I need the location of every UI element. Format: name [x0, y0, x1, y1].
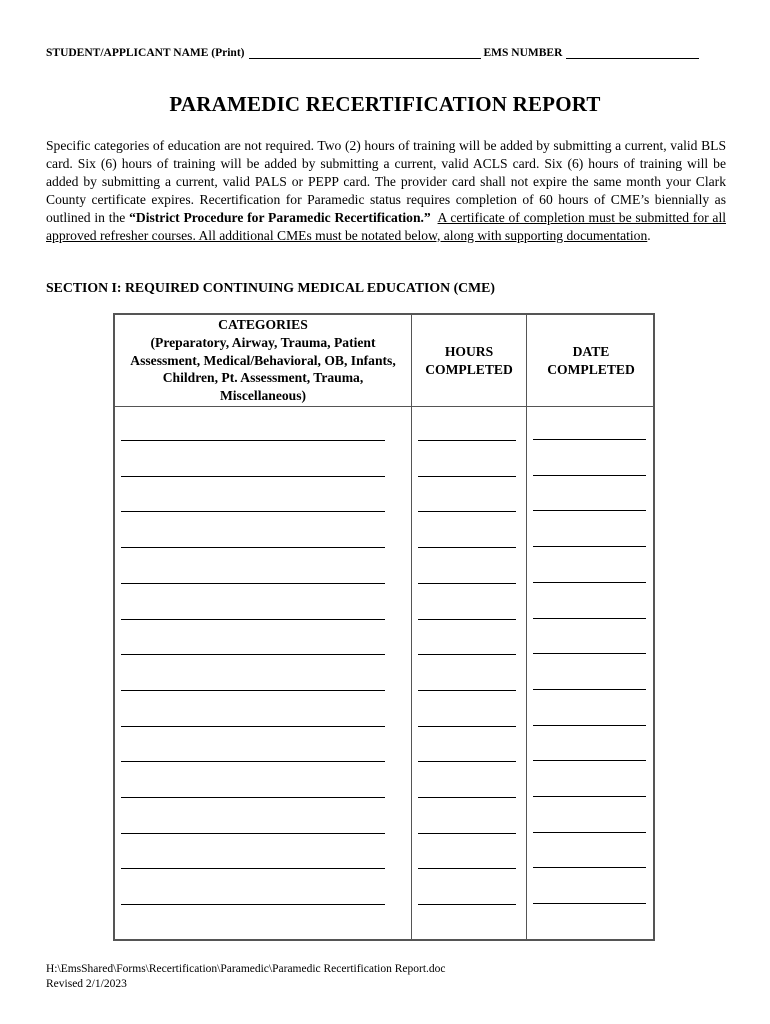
- hours-entry-line[interactable]: [418, 833, 516, 834]
- hours-entry-line[interactable]: [418, 654, 516, 655]
- document-path: H:\EmsShared\Forms\Recertification\Paramedic\Paramedic Recertification Report.doc: [46, 963, 446, 975]
- hours-entry-line[interactable]: [418, 583, 516, 584]
- date-entry-line[interactable]: [533, 439, 646, 440]
- hours-entry-line[interactable]: [418, 619, 516, 620]
- intro-paragraph: [46, 137, 726, 244]
- student-name-field[interactable]: [249, 46, 481, 59]
- hours-entry-line[interactable]: [418, 547, 516, 548]
- category-entry-line[interactable]: [121, 476, 385, 477]
- column-divider: [411, 315, 412, 939]
- categories-title: CATEGORIES: [218, 317, 308, 332]
- district-procedure-reference: “District Procedure for Paramedic Recertification.”: [129, 209, 431, 225]
- date-entry-line[interactable]: [533, 832, 646, 833]
- column-divider: [526, 315, 527, 939]
- date-entry-line[interactable]: [533, 618, 646, 619]
- date-entry-line[interactable]: [533, 689, 646, 690]
- intro-text: Specific categories of education are not required. Two (2) hours of training will be added by submitting a current, valid BLS card. Six (6) hours of training will be added by submitting a current, valid ACLS card. Six (6) hours of training will be added by submitting a current, valid PALS or PEPP card. The provider card shall not expire the same month your Clark County certificate expires. Recertification for Paramedic status requires completion of 60 hours of CME’s biennially as outlined in the: [46, 138, 726, 225]
- category-entry-line[interactable]: [121, 761, 385, 762]
- hours-entry-line[interactable]: [418, 726, 516, 727]
- date-entry-line[interactable]: [533, 760, 646, 761]
- date-entry-line[interactable]: [533, 510, 646, 511]
- footer: [46, 962, 446, 991]
- date-entry-line[interactable]: [533, 796, 646, 797]
- date-entry-line[interactable]: [533, 475, 646, 476]
- category-entry-line[interactable]: [121, 690, 385, 691]
- revision-date: Revised 2/1/2023: [46, 977, 127, 990]
- date-entry-line[interactable]: [533, 546, 646, 547]
- date-entry-line[interactable]: [533, 653, 646, 654]
- category-entry-line[interactable]: [121, 547, 385, 548]
- category-entry-line[interactable]: [121, 726, 385, 727]
- student-name-label: STUDENT/APPLICANT NAME (Print): [46, 47, 245, 59]
- certificate-requirement: A certificate of completion must be submitted for all approved refresher courses. All additional CMEs must be notated below, along with supporting documentation: [46, 209, 727, 243]
- category-entry-line[interactable]: [121, 619, 385, 620]
- hours-header: [415, 315, 523, 406]
- hours-entry-line[interactable]: [418, 440, 516, 441]
- hours-entry-line[interactable]: [418, 761, 516, 762]
- hours-entry-line[interactable]: [418, 690, 516, 691]
- category-entry-line[interactable]: [121, 833, 385, 834]
- ems-number-label: EMS NUMBER: [483, 47, 563, 59]
- category-entry-line[interactable]: [121, 904, 385, 905]
- applicant-header: [46, 46, 726, 59]
- header-divider: [115, 406, 653, 407]
- date-completed-label: DATE COMPLETED: [547, 343, 635, 377]
- ems-number-field[interactable]: [566, 46, 699, 59]
- categories-subtitle: (Preparatory, Airway, Trauma, Patient Assessment, Medical/Behavioral, OB, Infants, Children, Pt. Assessment, Trauma, Miscellaneous): [130, 334, 396, 404]
- hours-entry-line[interactable]: [418, 476, 516, 477]
- hours-entry-line[interactable]: [418, 511, 516, 512]
- categories-header: [117, 315, 409, 406]
- hours-entry-line[interactable]: [418, 904, 516, 905]
- category-entry-line[interactable]: [121, 654, 385, 655]
- section-title: SECTION I: REQUIRED CONTINUING MEDICAL EDUCATION (CME): [46, 280, 495, 295]
- hours-entry-line[interactable]: [418, 797, 516, 798]
- intro-end: .: [647, 227, 651, 243]
- category-entry-line[interactable]: [121, 797, 385, 798]
- date-header: [529, 315, 653, 406]
- category-entry-line[interactable]: [121, 511, 385, 512]
- category-entry-line[interactable]: [121, 868, 385, 869]
- date-entry-line[interactable]: [533, 903, 646, 904]
- date-entry-line[interactable]: [533, 867, 646, 868]
- hours-entry-line[interactable]: [418, 868, 516, 869]
- date-entry-line[interactable]: [533, 725, 646, 726]
- date-entry-line[interactable]: [533, 582, 646, 583]
- page-title: PARAMEDIC RECERTIFICATION REPORT: [169, 92, 601, 116]
- cme-table: [113, 313, 655, 941]
- category-entry-line[interactable]: [121, 440, 385, 441]
- hours-completed-label: HOURS COMPLETED: [425, 343, 513, 377]
- category-entry-line[interactable]: [121, 583, 385, 584]
